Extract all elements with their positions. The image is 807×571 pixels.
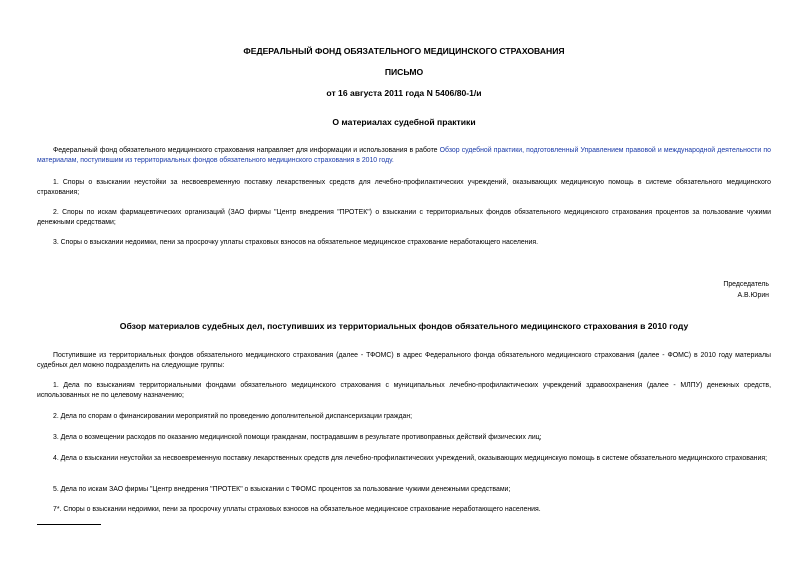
review-item-5: 5. Дела по искам ЗАО фирмы "Центр внедрения "ПРОТЕК" о взыскании с ТФОМС процентов за пользование чужими денежными средствами;: [53, 486, 511, 493]
review-item-4: 4. Дела о взыскании неустойки за несвоевременную поставку лекарственных средств для лечебно-профилактических учреждений, оказывающих медицинскую помощь в системе обязательного медицинского страхования;: [53, 455, 767, 462]
footnote-separator: [37, 524, 101, 525]
review-item-2: 2. Дела по спорам о финансировании мероприятий по проведению дополнительной диспансеризации граждан;: [53, 413, 413, 420]
review-link[interactable]: Обзор судебной практики, подготовленный Управлением правовой и международной деятельности по материалам, поступившим из территориальных фондов обязательного медицинского страхования в 2010 году.: [37, 147, 771, 164]
signature-block: [569, 279, 769, 301]
doc-date-number: от 16 августа 2011 года N 5406/80-1/и: [326, 88, 482, 98]
review-title: Обзор материалов судебных дел, поступивших из территориальных фондов обязательного медицинского страхования в 2010 году: [119, 321, 689, 331]
letter-intro: [37, 146, 771, 166]
letter-item-1: 1. Споры о взыскании неустойки за несвоевременную поставку лекарственных средств для лечебно-профилактических учреждений, оказывающих медицинскую помощь в системе обязательного медицинского страхования;: [37, 179, 771, 196]
letter-intro-text: Федеральный фонд обязательного медицинского страхования направляет для информации и использования в работе: [53, 147, 440, 154]
review-item-1: 1. Дела по взысканиям территориальными фондами обязательного медицинского страхования с муниципальных лечебно-профилактических учреждений здравоохранения (далее - МЛПУ) денежных средств, использованных не по целевому назначению;: [37, 382, 771, 399]
signature-position: Председатель: [723, 281, 769, 288]
doc-subject: О материалах судебной практики: [332, 117, 476, 127]
letter-item-2: 2. Споры по искам фармацевтических организаций (ЗАО фирмы "Центр внедрения "ПРОТЕК") о взыскании с территориальных фондов обязательного медицинского страхования процентов за пользование чужими денежными средствами;: [37, 209, 771, 226]
org-header: ФЕДЕРАЛЬНЫЙ ФОНД ОБЯЗАТЕЛЬНОГО МЕДИЦИНСКОГО СТРАХОВАНИЯ: [243, 46, 565, 56]
review-intro: Поступившие из территориальных фондов обязательного медицинского страхования (далее - ТФОМС) в адрес Федерального фонда обязательного медицинского страхования (далее - ФОМС) в 2010 году материалы судебных дел можно подразделить на следующие группы:: [37, 352, 771, 369]
review-item-7: 7*. Споры о взыскании недоимки, пени за просрочку уплаты страховых взносов на обязательное медицинское страхование неработающего населения.: [53, 506, 541, 513]
signature-name: А.В.Юрин: [737, 292, 769, 299]
doc-type: ПИСЬМО: [384, 67, 424, 77]
letter-item-3: 3. Споры о взыскании недоимки, пени за просрочку уплаты страховых взносов на обязательное медицинское страхование неработающего населения.: [53, 239, 538, 246]
review-item-3: 3. Дела о возмещении расходов по оказанию медицинской помощи гражданам, пострадавшим в результате противоправных действий физических лиц;: [53, 434, 542, 441]
